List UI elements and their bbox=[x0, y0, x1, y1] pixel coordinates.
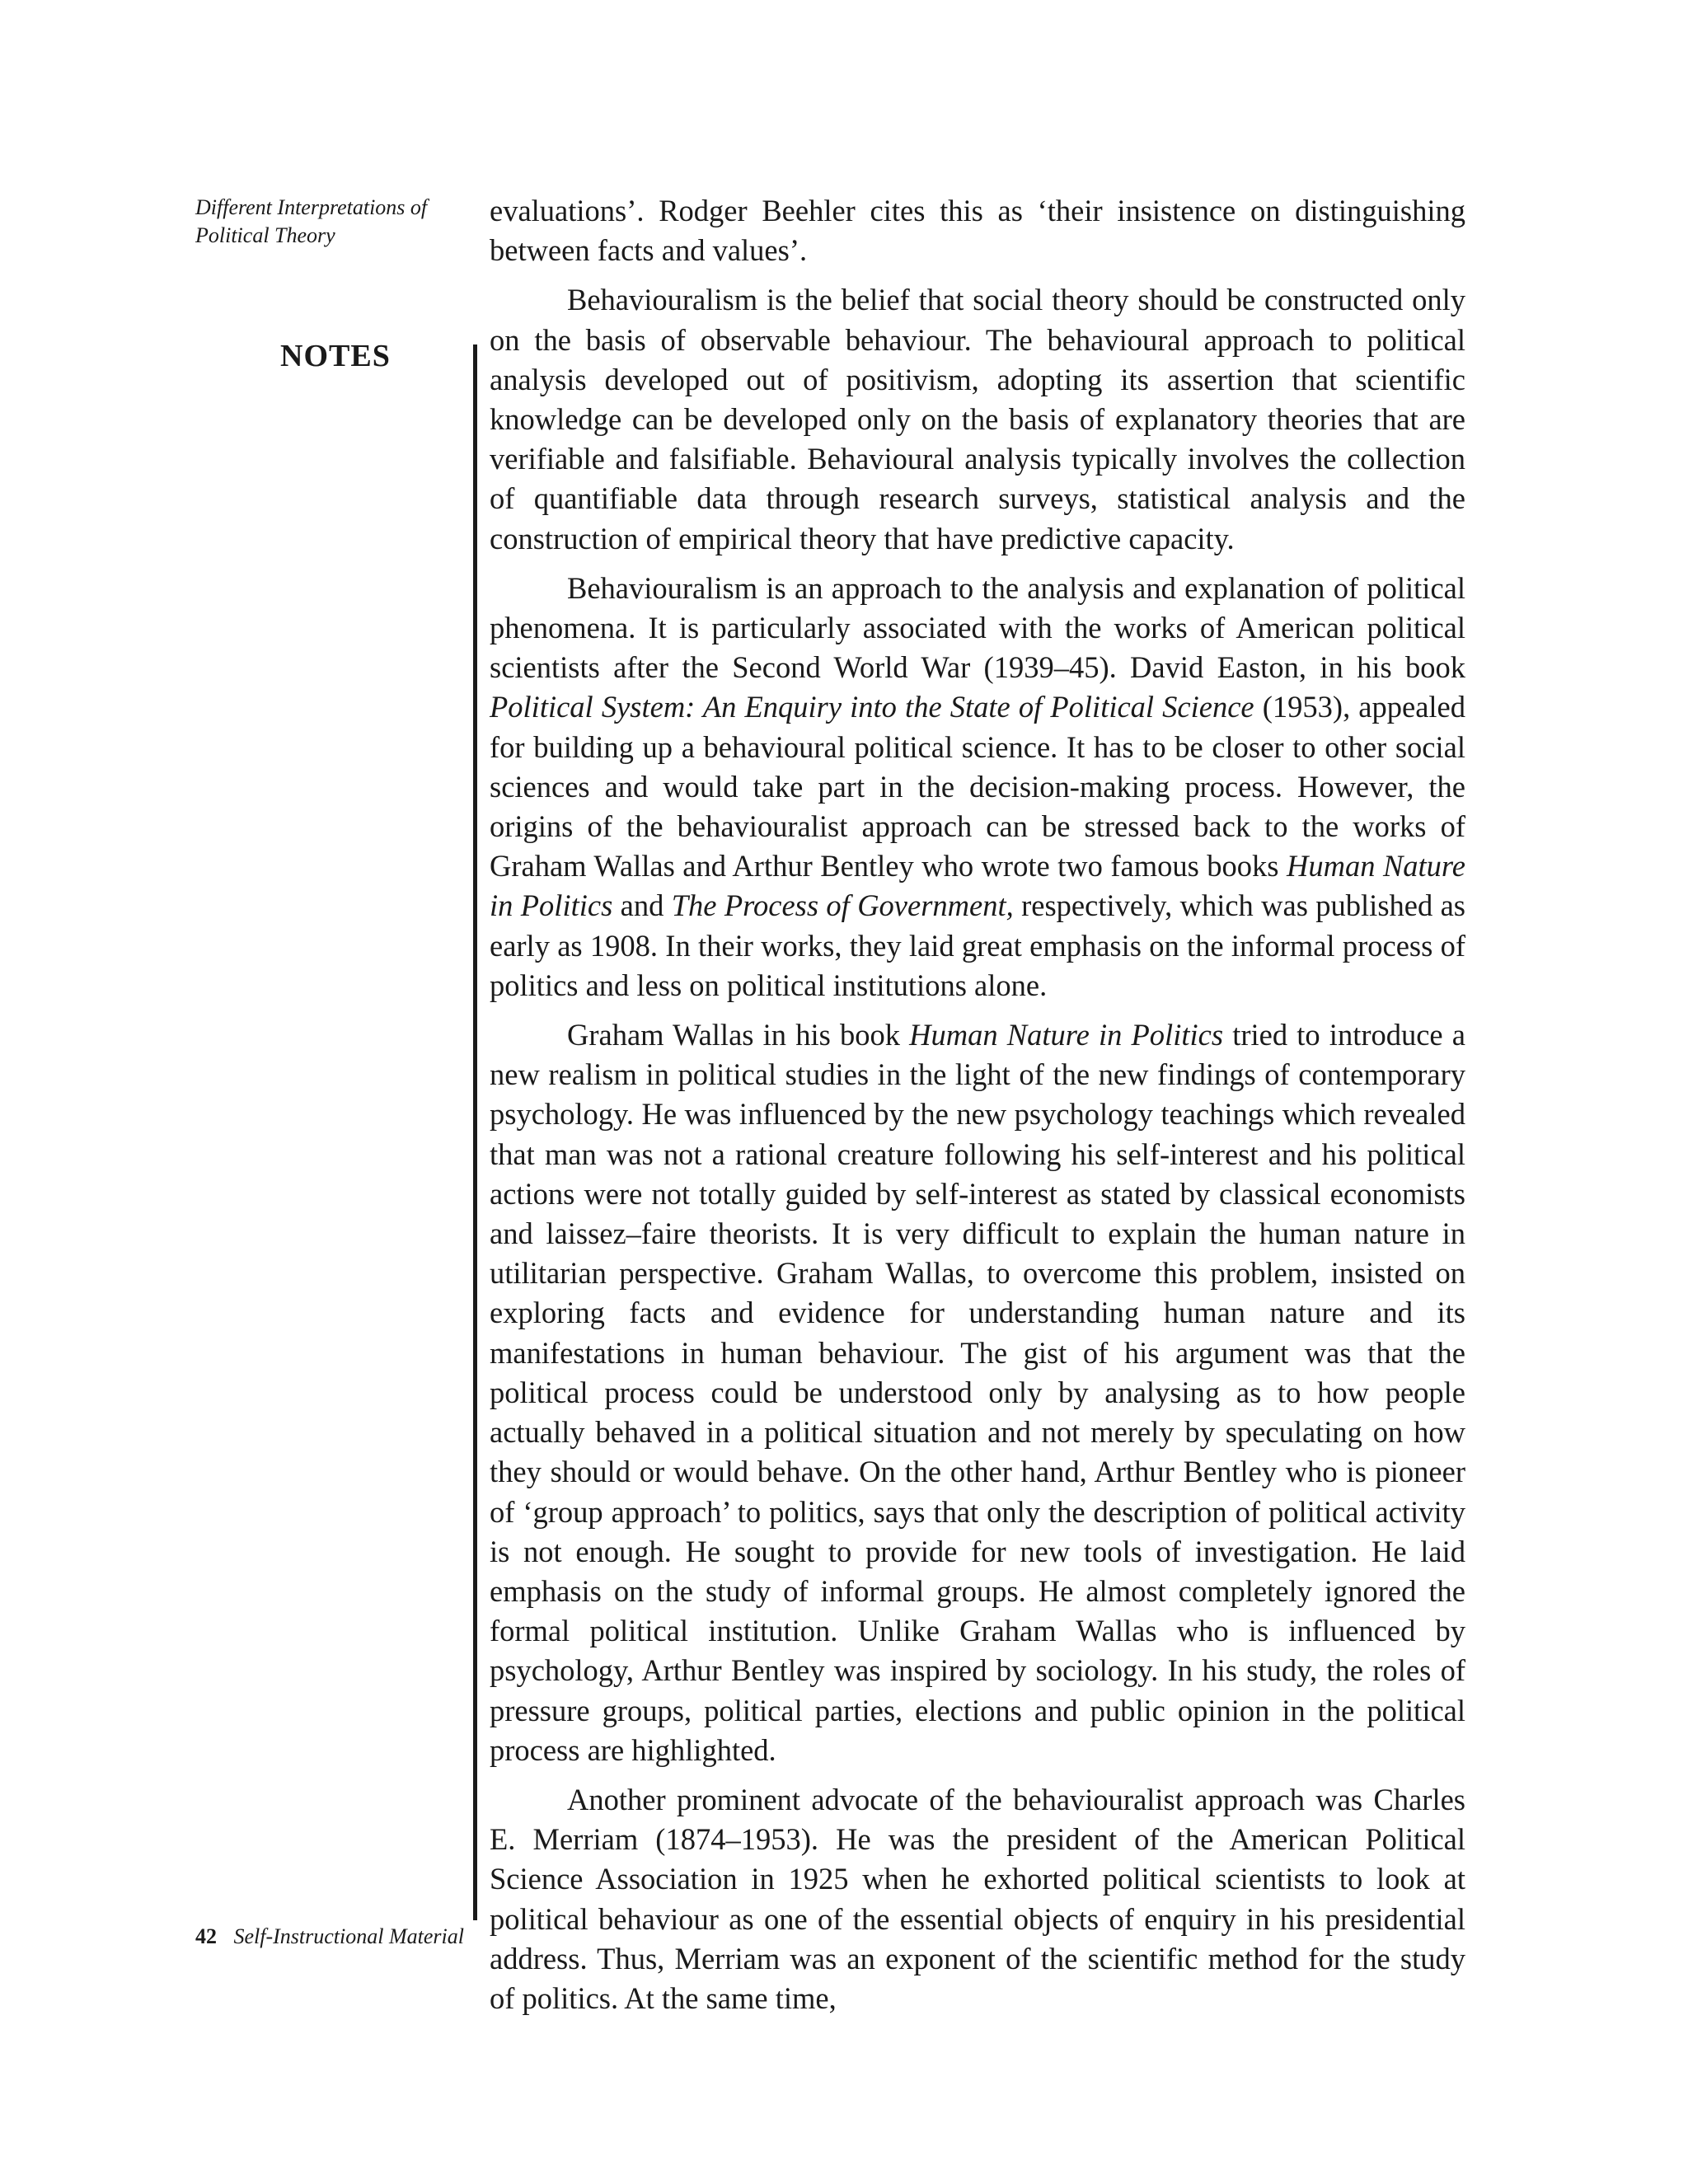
paragraph-3-text: Behaviouralism is an approach to the analysis and explanation of political phenomena. It is particularly associated with the works of American political scientists after the Second World War (1939–45). David Easton, in his book bbox=[490, 570, 1465, 685]
paragraph-3-text: and bbox=[612, 888, 672, 923]
book-title-political-system: Political System: An Enquiry into the State of Political Science bbox=[490, 690, 1254, 724]
paragraph-4-text: tried to introduce a new realism in political studies in the light of the new findings of contemporary psychology. He was influenced by the new psychology teachings which revealed that man was not a rational creature following his self-interest and his political actions were not totally guided by self-interest as stated by classical economists and laissez–faire theorists. It is very difficult to explain the human nature in utilitarian perspective. Graham Wallas, to overcome this problem, insisted on exploring facts and evidence for understanding human nature and its manifestations in human behaviour. The gist of his argument was that the political process could be understood only by analysing as to how people actually behaved in a political situation and not merely by speculating on how they should or would behave. On the other hand, Arthur Bentley who is pioneer of ‘group approach’ to politics, says that only the description of political activity is not enough. He sought to provide for new tools of investigation. He laid emphasis on the study of informal groups. He almost completely ignored the formal political institution. Unlike Graham Wallas who is influenced by psychology, Arthur Bentley was inspired by sociology. In his study, the roles of pressure groups, political parties, elections and public opinion in the political process are highlighted. bbox=[490, 1018, 1465, 1767]
paragraph-3-text: respectively, which was published as early as 1908. In their works, they laid great emphasis on the informal process of politics and less on political institutions alone. bbox=[490, 888, 1466, 1002]
paragraph-4 bbox=[490, 1015, 1465, 1770]
notes-label: NOTES bbox=[280, 339, 391, 373]
paragraph-2: Behaviouralism is the belief that social theory should be constructed only on the basis of observable behaviour. The behavioural approach to political analysis developed out of positivism, adopting its assertion that scientific knowledge can be developed only on the basis of explanatory theories that are verifiable and falsifiable. Behavioural analysis typically involves the collection of quantifiable data through research surveys, statistical analysis and the construction of empirical theory that have predictive capacity. bbox=[490, 283, 1465, 555]
footer-label: Self-Instructional Material bbox=[233, 1924, 464, 1948]
paragraph-4-text: Graham Wallas in his book bbox=[567, 1018, 910, 1052]
margin-rule bbox=[473, 344, 477, 1920]
page-number: 42 bbox=[195, 1924, 217, 1948]
book-title-human-nature: Human Nature in Politics bbox=[490, 849, 1465, 923]
paragraph-1: evaluations’. Rodger Beehler cites this as ‘their insistence on distinguishing between facts and values’. bbox=[490, 194, 1465, 268]
paragraph-3-text: (1953), appealed for building up a behavioural political science. It has to be closer to other social sciences and would take part in the decision-making process. However, the origins of the behaviouralist approach can be stressed back to the works of Graham Wallas and Arthur Bentley who wrote two famous books bbox=[490, 690, 1466, 883]
paragraph-5: Another prominent advocate of the behaviouralist approach was Charles E. Merriam (1874–1953). He was the president of the American Political Science Association in 1925 when he exhorted political scientists to look at political behaviour as one of the essential objects of enquiry in his presidential address. Thus, Merriam was an exponent of the scientific method for the study of politics. At the same time, bbox=[490, 1782, 1465, 2015]
paragraph-3 bbox=[490, 569, 1465, 1005]
page-footer bbox=[195, 1924, 464, 1949]
book-title-process-of-government: The Process of Government, bbox=[671, 888, 1014, 923]
running-title: Different Interpretations of Political Theory bbox=[195, 195, 428, 247]
body-text bbox=[490, 191, 1465, 2028]
book-title-human-nature: Human Nature in Politics bbox=[909, 1018, 1224, 1052]
